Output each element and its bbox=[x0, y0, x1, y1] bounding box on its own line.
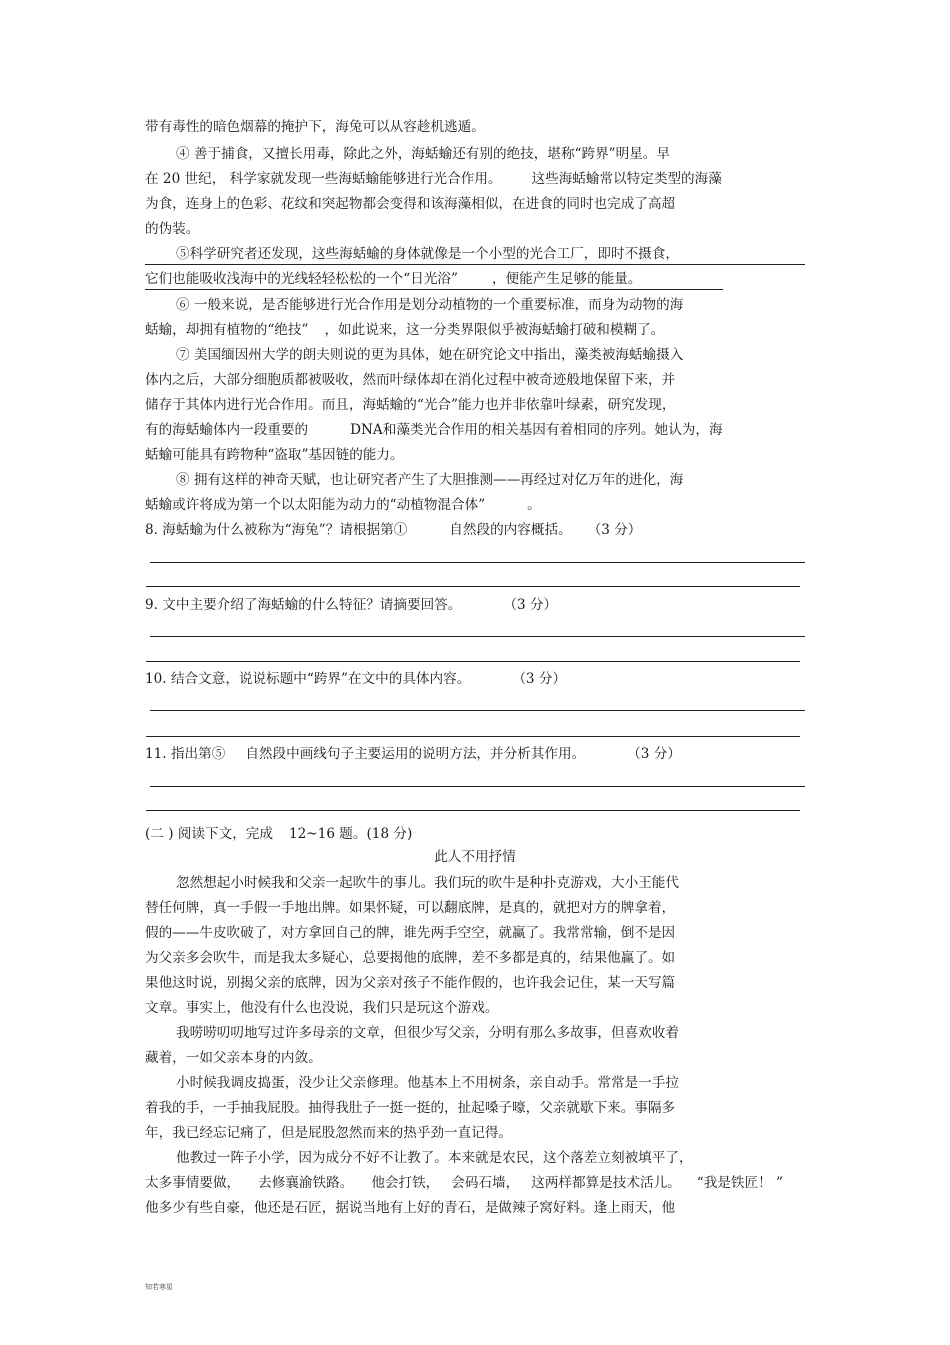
answer-line[interactable] bbox=[150, 562, 805, 563]
text-line: 蛞蝓或许将成为第一个以太阳能为动力的“动植物混合体” 。 bbox=[145, 497, 541, 513]
text-line: 小时候我调皮捣蛋，没少让父亲修理。他基本上不用树条，亲自动手。常常是一手拉 bbox=[176, 1075, 679, 1091]
article-title: 此人不用抒情 bbox=[434, 849, 516, 865]
text-line: 为食，连身上的色彩、花纹和突起物都会变得和该海藻相似，在进食的同时也完成了高超 bbox=[145, 196, 676, 212]
answer-line[interactable] bbox=[146, 586, 800, 587]
text-line: 他教过一阵子小学，因为成分不好不让教了。本来就是农民，这个落差立刻被填平了， bbox=[176, 1150, 693, 1166]
answer-line[interactable] bbox=[146, 810, 800, 811]
text-line: 蛞蝓可能具有跨物种“盗取”基因链的能力。 bbox=[145, 447, 404, 463]
text-line: 果他这时说，别揭父亲的底牌，因为父亲对孩子不能作假的，也许我会记住，某一天写篇 bbox=[145, 975, 676, 991]
text-line: 太多事情要做， 去修襄渝铁路。 他会打铁， 会码石墙， 这两样都算是技术活儿。 “我是铁匠！ ” bbox=[145, 1175, 783, 1191]
question-8: 8. 海蛞蝓为什么被称为“海兔”？请根据第① 自然段的内容概括。 （3 分） bbox=[145, 522, 642, 538]
text-line: 有的海蛞蝓体内一段重要的 DNA和藻类光合作用的相关基因有着相同的序列。她认为，海 bbox=[145, 422, 723, 438]
text-line: 文章。事实上，他没有什么也没说，我们只是玩这个游戏。 bbox=[145, 1000, 499, 1016]
text-line: ④ 善于捕食，又擅长用毒，除此之外，海蛞蝓还有别的绝技，堪称“跨界”明星。早 bbox=[176, 146, 670, 162]
underlined-sentence-line: ⑤科学研究者还发现，这些海蛞蝓的身体就像是一个小型的光合工厂，即时不摄食， bbox=[176, 246, 679, 262]
text-line: 为父亲多会吹牛，而是我太多疑心，总要揭他的底牌，差不多都是真的，结果他赢了。如 bbox=[145, 950, 676, 966]
question-11: 11. 指出第⑤ 自然段中画线句子主要运用的说明方法，并分析其作用。 （3 分） bbox=[145, 746, 681, 762]
text-line: 年，我已经忘记痛了，但是屁股忽然而来的热乎劲一直记得。 bbox=[145, 1125, 513, 1141]
underlined-sentence-line: 它们也能吸收浅海中的光线轻轻松松的一个“日光浴” ，便能产生足够的能量。 bbox=[145, 271, 642, 287]
answer-line[interactable] bbox=[146, 661, 800, 662]
text-line: 着我的手，一手抽我屁股。抽得我肚子一挺一挺的，扯起嗓子嚎，父亲就歇下来。事隔多 bbox=[145, 1100, 676, 1116]
footer-mark: 知若寒星 bbox=[145, 1283, 173, 1291]
text-line: 在 20 世纪， 科学家就发现一些海蛞蝓能够进行光合作用。 这些海蛞蝓常以特定类型的海藻 bbox=[145, 171, 722, 187]
answer-line[interactable] bbox=[150, 636, 805, 637]
answer-line[interactable] bbox=[150, 710, 805, 711]
text-line: 储存于其体内进行光合作用。而且，海蛞蝓的“光合”能力也并非依靠叶绿素，研究发现， bbox=[145, 397, 676, 413]
text-line: 忽然想起小时候我和父亲一起吹牛的事儿。我们玩的吹牛是种扑克游戏，大小王能代 bbox=[176, 875, 679, 891]
text-line: 的伪装。 bbox=[145, 221, 200, 237]
question-9: 9. 文中主要介绍了海蛞蝓的什么特征？请摘要回答。 （3 分） bbox=[145, 597, 558, 613]
text-line: 体内之后，大部分细胞质都被吸收，然而叶绿体却在消化过程中被奇迹般地保留下来，并 bbox=[145, 372, 676, 388]
text-line: 带有毒性的暗色烟幕的掩护下，海兔可以从容趁机逃遁。 bbox=[145, 119, 485, 135]
text-line: 藏着，一如父亲本身的内敛。 bbox=[145, 1050, 322, 1066]
underline bbox=[145, 264, 805, 265]
text-line: ⑦ 美国缅因州大学的朗夫则说的更为具体，她在研究论文中指出，藻类被海蛞蝓摄入 bbox=[176, 347, 684, 363]
answer-line[interactable] bbox=[150, 786, 805, 787]
text-line: 替任何牌，真一手假一手地出牌。如果怀疑，可以翻底牌，是真的，就把对方的牌拿着， bbox=[145, 900, 676, 916]
answer-line[interactable] bbox=[146, 736, 800, 737]
text-line: 我唠唠叨叨地写过许多母亲的文章，但很少写父亲，分明有那么多故事，但喜欢收着 bbox=[176, 1025, 679, 1041]
text-line: ⑥ 一般来说，是否能够进行光合作用是划分动植物的一个重要标准，而身为动物的海 bbox=[176, 297, 684, 313]
section-heading: (二 ) 阅读下文，完成 12~16 题。(18 分) bbox=[145, 826, 413, 842]
text-line: 蛞蝓，却拥有植物的“绝技” ，如此说来，这一分类界限似乎被海蛞蝓打破和模糊了。 bbox=[145, 322, 665, 338]
question-10: 10. 结合文意，说说标题中“跨界”在文中的具体内容。 （3 分） bbox=[145, 671, 567, 687]
text-line: 假的——牛皮吹破了，对方拿回自己的牌，谁先两手空空，就赢了。我常常输，倒不是因 bbox=[145, 925, 676, 941]
underline bbox=[145, 289, 723, 290]
text-line: 他多少有些自豪，他还是石匠，据说当地有上好的青石，是做辣子窝好料。逢上雨天，他 bbox=[145, 1200, 676, 1216]
text-line: ⑧ 拥有这样的神奇天赋，也让研究者产生了大胆推测——再经过对亿万年的进化，海 bbox=[176, 472, 684, 488]
